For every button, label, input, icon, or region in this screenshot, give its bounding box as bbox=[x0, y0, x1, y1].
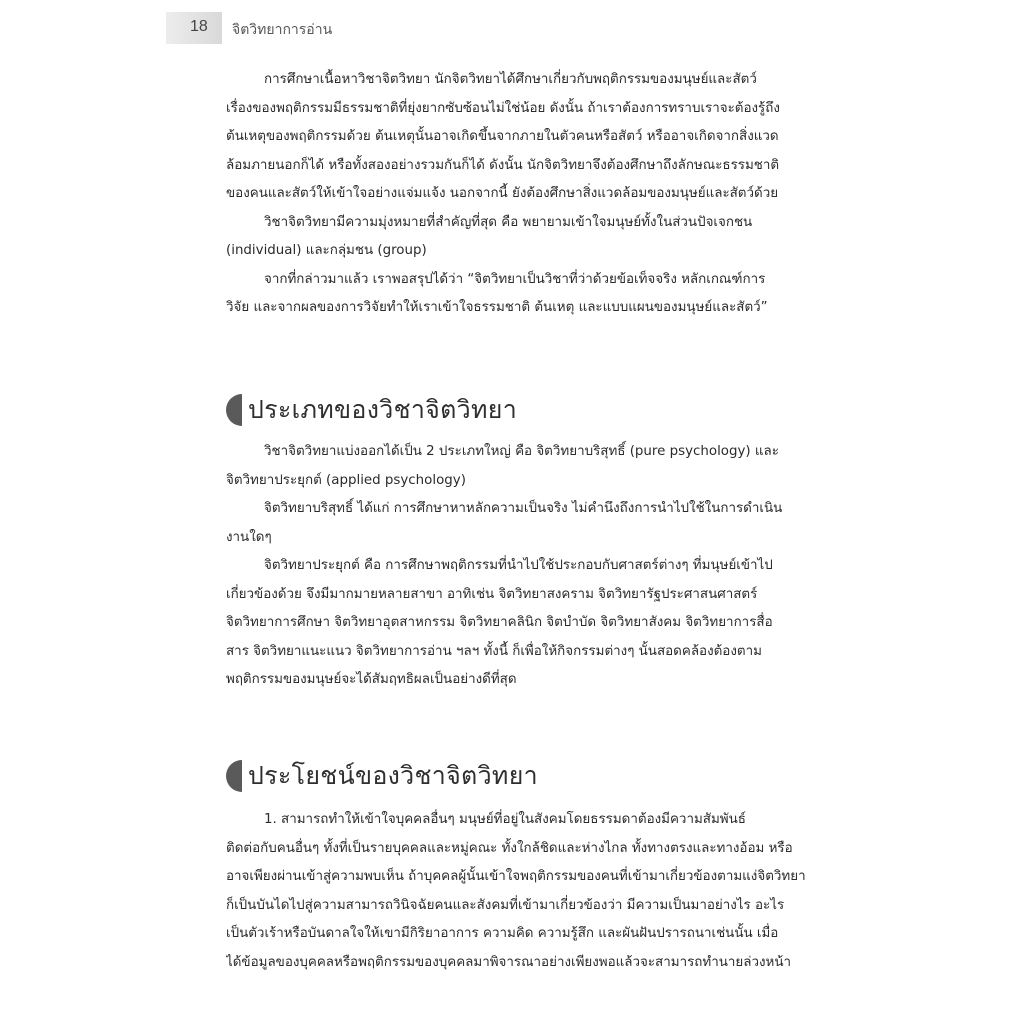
paragraph-line: ของคนและสัตว์ให้เข้าใจอย่างแจ่มแจ้ง นอกจากนี้ ยังต้องศึกษาสิ่งแวดล้อมของมนุษย์และสัตว์ด้วย bbox=[226, 186, 779, 201]
paragraph-line: การศึกษาเนื้อหาวิชาจิตวิทยา นักจิตวิทยาได้ศึกษาเกี่ยวกับพฤติกรรมของมนุษย์และสัตว์ bbox=[264, 72, 757, 87]
paragraph-line: เกี่ยวข้องด้วย จึงมีมากมายหลายสาขา อาทิเช่น จิตวิทยาสงคราม จิตวิทยารัฐประศาสนศาสตร์ bbox=[226, 586, 758, 602]
paragraph-line: จิตวิทยาบริสุทธิ์ ได้แก่ การศึกษาหาหลักความเป็นจริง ไม่คำนึงถึงการนำไปใช้ในการดำเนิน bbox=[264, 501, 783, 516]
paragraph-line: จิตวิทยาการศึกษา จิตวิทยาอุตสาหกรรม จิตวิทยาคลินิก จิตบำบัด จิตวิทยาสังคม จิตวิทยาการสื่อ bbox=[226, 615, 773, 630]
paragraph-line: ต้นเหตุของพฤติกรรมด้วย ต้นเหตุนั้นอาจเกิดขึ้นจากภายในตัวคนหรือสัตว์ หรืออาจเกิดจากสิ่งแวด bbox=[226, 129, 779, 144]
section-heading-types bbox=[226, 390, 517, 430]
benefits-section bbox=[226, 806, 818, 977]
paragraph-line: ล้อมภายนอกก็ได้ หรือทั้งสองอย่างรวมกันก็ได้ ดังนั้น นักจิตวิทยาจึงต้องศึกษาถึงลักษณะธรรมชาติ bbox=[226, 157, 780, 173]
paragraph-line: เป็นตัวเร้าหรือบันดาลใจให้เขามีกิริยาอาการ ความคิด ความรู้สึก และผันฝันปรารถนาเช่นนั้น เมื่อ bbox=[226, 926, 779, 941]
paragraph-line: (individual) และกลุ่มชน (group) bbox=[226, 243, 427, 258]
paragraph-line: พฤติกรรมของมนุษย์จะได้สัมฤทธิผลเป็นอย่างดีที่สุด bbox=[226, 672, 517, 687]
paragraph-line: จากที่กล่าวมาแล้ว เราพอสรุปได้ว่า “จิตวิทยาเป็นวิชาที่ว่าด้วยข้อเท็จจริง หลักเกณฑ์การ bbox=[264, 271, 766, 287]
paragraph-line: อาจเพียงผ่านเข้าสู่ความพบเห็น ถ้าบุคคลผู้นั้นเข้าใจพฤติกรรมของคนที่เข้ามาเกี่ยวข้องตามแง่จิตวิทยา bbox=[226, 869, 806, 884]
intro-section bbox=[226, 66, 818, 323]
types-section bbox=[226, 438, 818, 695]
paragraph-line: ติดต่อกับคนอื่นๆ ทั้งที่เป็นรายบุคคลและหมู่คณะ ทั้งใกล้ชิดและห่างไกล ทั้งทางตรงและทางอ้อม หรือ bbox=[226, 840, 793, 856]
heading-marker-icon bbox=[226, 394, 242, 426]
page-number-box bbox=[166, 12, 222, 44]
paragraph-line: ก็เป็นบันไดไปสู่ความสามารถวินิจฉัยคนและสังคมที่เข้ามาเกี่ยวข้องว่า มีความเป็นมาอย่างไร อะไร bbox=[226, 897, 785, 913]
running-title: จิตวิทยาการอ่าน bbox=[232, 22, 333, 38]
paragraph-line: วิจัย และจากผลของการวิจัยทำให้เราเข้าใจธรรมชาติ ต้นเหตุ และแบบแผนของมนุษย์และสัตว์” bbox=[226, 300, 768, 315]
paragraph-line: ได้ข้อมูลของบุคคลหรือพฤติกรรมของบุคคลมาพิจารณาอย่างเพียงพอแล้วจะสามารถทำนายล่วงหน้า bbox=[226, 954, 792, 970]
section-heading-text: ประเภทของวิชาจิตวิทยา bbox=[248, 395, 518, 424]
paragraph-line: จิตวิทยาประยุกต์ (applied psychology) bbox=[226, 472, 466, 488]
paragraph-line: งานใดๆ bbox=[226, 529, 272, 545]
section-heading-benefits bbox=[226, 756, 538, 796]
paragraph-line: วิชาจิตวิทยาแบ่งออกได้เป็น 2 ประเภทใหญ่ คือ จิตวิทยาบริสุทธิ์ (pure psychology) และ bbox=[264, 444, 779, 459]
paragraph-line: 1. สามารถทำให้เข้าใจบุคคลอื่นๆ มนุษย์ที่อยู่ในสังคมโดยธรรมดาต้องมีความสัมพันธ์ bbox=[264, 812, 746, 827]
paragraph-line: เรื่องของพฤติกรรมมีธรรมชาติที่ยุ่งยากซับซ้อนไม่ใช่น้อย ดังนั้น ถ้าเราต้องการทราบเราจะต้องรู้ถึง bbox=[226, 100, 780, 116]
paragraph-line: วิชาจิตวิทยามีความมุ่งหมายที่สำคัญที่สุด คือ พยายามเข้าใจมนุษย์ทั้งในส่วนปัจเจกชน bbox=[264, 214, 753, 230]
section-heading-text: ประโยชน์ของวิชาจิตวิทยา bbox=[248, 761, 539, 790]
paragraph-line: สาร จิตวิทยาแนะแนว จิตวิทยาการอ่าน ฯลฯ ทั้งนี้ ก็เพื่อให้กิจกรรมต่างๆ นั้นสอดคล้องต้องตาม bbox=[226, 643, 762, 659]
paragraph-line: จิตวิทยาประยุกต์ คือ การศึกษาพฤติกรรมที่นำไปใช้ประกอบกับศาสตร์ต่างๆ ที่มนุษย์เข้าไป bbox=[264, 558, 773, 573]
page-number: 18 bbox=[190, 18, 208, 35]
heading-marker-icon bbox=[226, 760, 242, 792]
page-header bbox=[166, 12, 866, 44]
